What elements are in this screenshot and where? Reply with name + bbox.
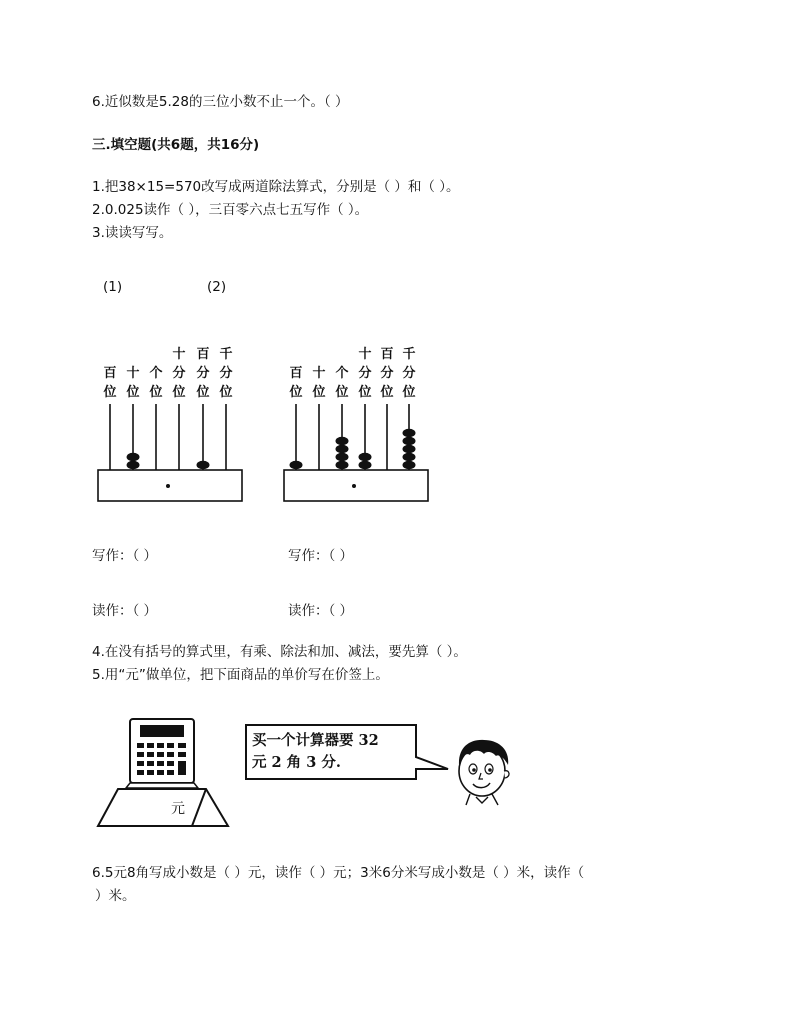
decimal-point xyxy=(166,484,170,488)
q1-text: 1.把38×15=570改写成两道除法算式，分别是（ ）和（ ）。 xyxy=(92,179,460,195)
q4-text: 4.在没有括号的算式里，有乘、除法和加、减法，要先算（ ）。 xyxy=(92,644,467,660)
place-label-char: 位 xyxy=(196,385,210,400)
q3-text: 3.读读写写。 xyxy=(92,225,173,241)
abacus-bead xyxy=(403,437,416,445)
place-label-char: 位 xyxy=(289,385,303,400)
place-label-char: 十 xyxy=(126,366,140,381)
abacus-base xyxy=(98,470,242,501)
abacus-2 xyxy=(282,336,432,508)
place-label-char: 分 xyxy=(402,366,416,381)
place-label-char: 百 xyxy=(103,366,117,381)
place-label-char: 位 xyxy=(335,385,349,400)
abacus-bead xyxy=(336,437,349,445)
abacus-bead xyxy=(127,461,140,469)
read-answer-1: 读作：（ ） xyxy=(92,603,158,619)
place-label-char: 位 xyxy=(358,385,372,400)
place-label-char: 位 xyxy=(312,385,326,400)
abacus-bead xyxy=(359,461,372,469)
q5-text: 5.用“元”做单位，把下面商品的单价写在价签上。 xyxy=(92,667,389,683)
place-label-char: 个 xyxy=(335,366,349,381)
decimal-point xyxy=(352,484,356,488)
read-answer-2: 读作：（ ） xyxy=(288,603,354,619)
place-label-char: 十 xyxy=(358,347,372,362)
boy-face-icon xyxy=(452,735,516,807)
place-label-char: 位 xyxy=(219,385,233,400)
section3-title: 三.填空题(共6题，共16分) xyxy=(92,137,260,153)
abacus-bead xyxy=(403,461,416,469)
abacus-bead xyxy=(290,461,303,469)
write-answer-1: 写作：（ ） xyxy=(92,548,158,564)
abacus-bead xyxy=(403,445,416,453)
price-tag xyxy=(98,789,228,826)
write-answer-2: 写作：（ ） xyxy=(288,548,354,564)
place-label-char: 分 xyxy=(219,366,233,381)
place-label-char: 位 xyxy=(172,385,186,400)
q6-line-1: 6.5元8角写成小数是（ ）元，读作（ ）元；3米6分米写成小数是（ ）米，读作（ xyxy=(92,865,585,881)
place-label-char: 千 xyxy=(402,347,416,362)
place-label-char: 分 xyxy=(380,366,394,381)
place-label-char: 十 xyxy=(172,347,186,362)
q6-judge-text: 6.近似数是5.28的三位小数不止一个。（ ） xyxy=(92,94,349,110)
q2-text: 2.0.025读作（ ），三百零六点七五写作（ ）。 xyxy=(92,202,369,218)
place-label-char: 位 xyxy=(149,385,163,400)
bubble-line-2: 元 2 角 3 分. xyxy=(252,754,341,771)
place-label-char: 分 xyxy=(196,366,210,381)
place-label-char: 百 xyxy=(289,366,303,381)
place-label-char: 千 xyxy=(219,347,233,362)
place-label-char: 分 xyxy=(358,366,372,381)
abacus-base xyxy=(284,470,428,501)
place-label-char: 位 xyxy=(103,385,117,400)
place-label-char: 位 xyxy=(380,385,394,400)
place-label-char: 位 xyxy=(402,385,416,400)
place-label-char: 百 xyxy=(196,347,210,362)
calculator-icon xyxy=(94,716,234,830)
abacus-bead xyxy=(197,461,210,469)
abacus-bead xyxy=(403,429,416,437)
abacus1-label: (1) xyxy=(103,279,123,295)
abacus-bead xyxy=(336,445,349,453)
q6-line-2: ）米。 xyxy=(95,888,136,904)
place-label-char: 个 xyxy=(149,366,163,381)
abacus-bead xyxy=(403,453,416,461)
place-label-char: 位 xyxy=(126,385,140,400)
bubble-line-1: 买一个计算器要 32 xyxy=(252,732,379,749)
price-unit: 元 xyxy=(171,801,185,817)
abacus-bead xyxy=(359,453,372,461)
place-label-char: 百 xyxy=(380,347,394,362)
place-label-char: 十 xyxy=(312,366,326,381)
place-label-char: 分 xyxy=(172,366,186,381)
abacus-bead xyxy=(336,461,349,469)
abacus-bead xyxy=(336,453,349,461)
abacus2-label: (2) xyxy=(207,279,227,295)
abacus-1 xyxy=(96,336,246,508)
abacus-bead xyxy=(127,453,140,461)
